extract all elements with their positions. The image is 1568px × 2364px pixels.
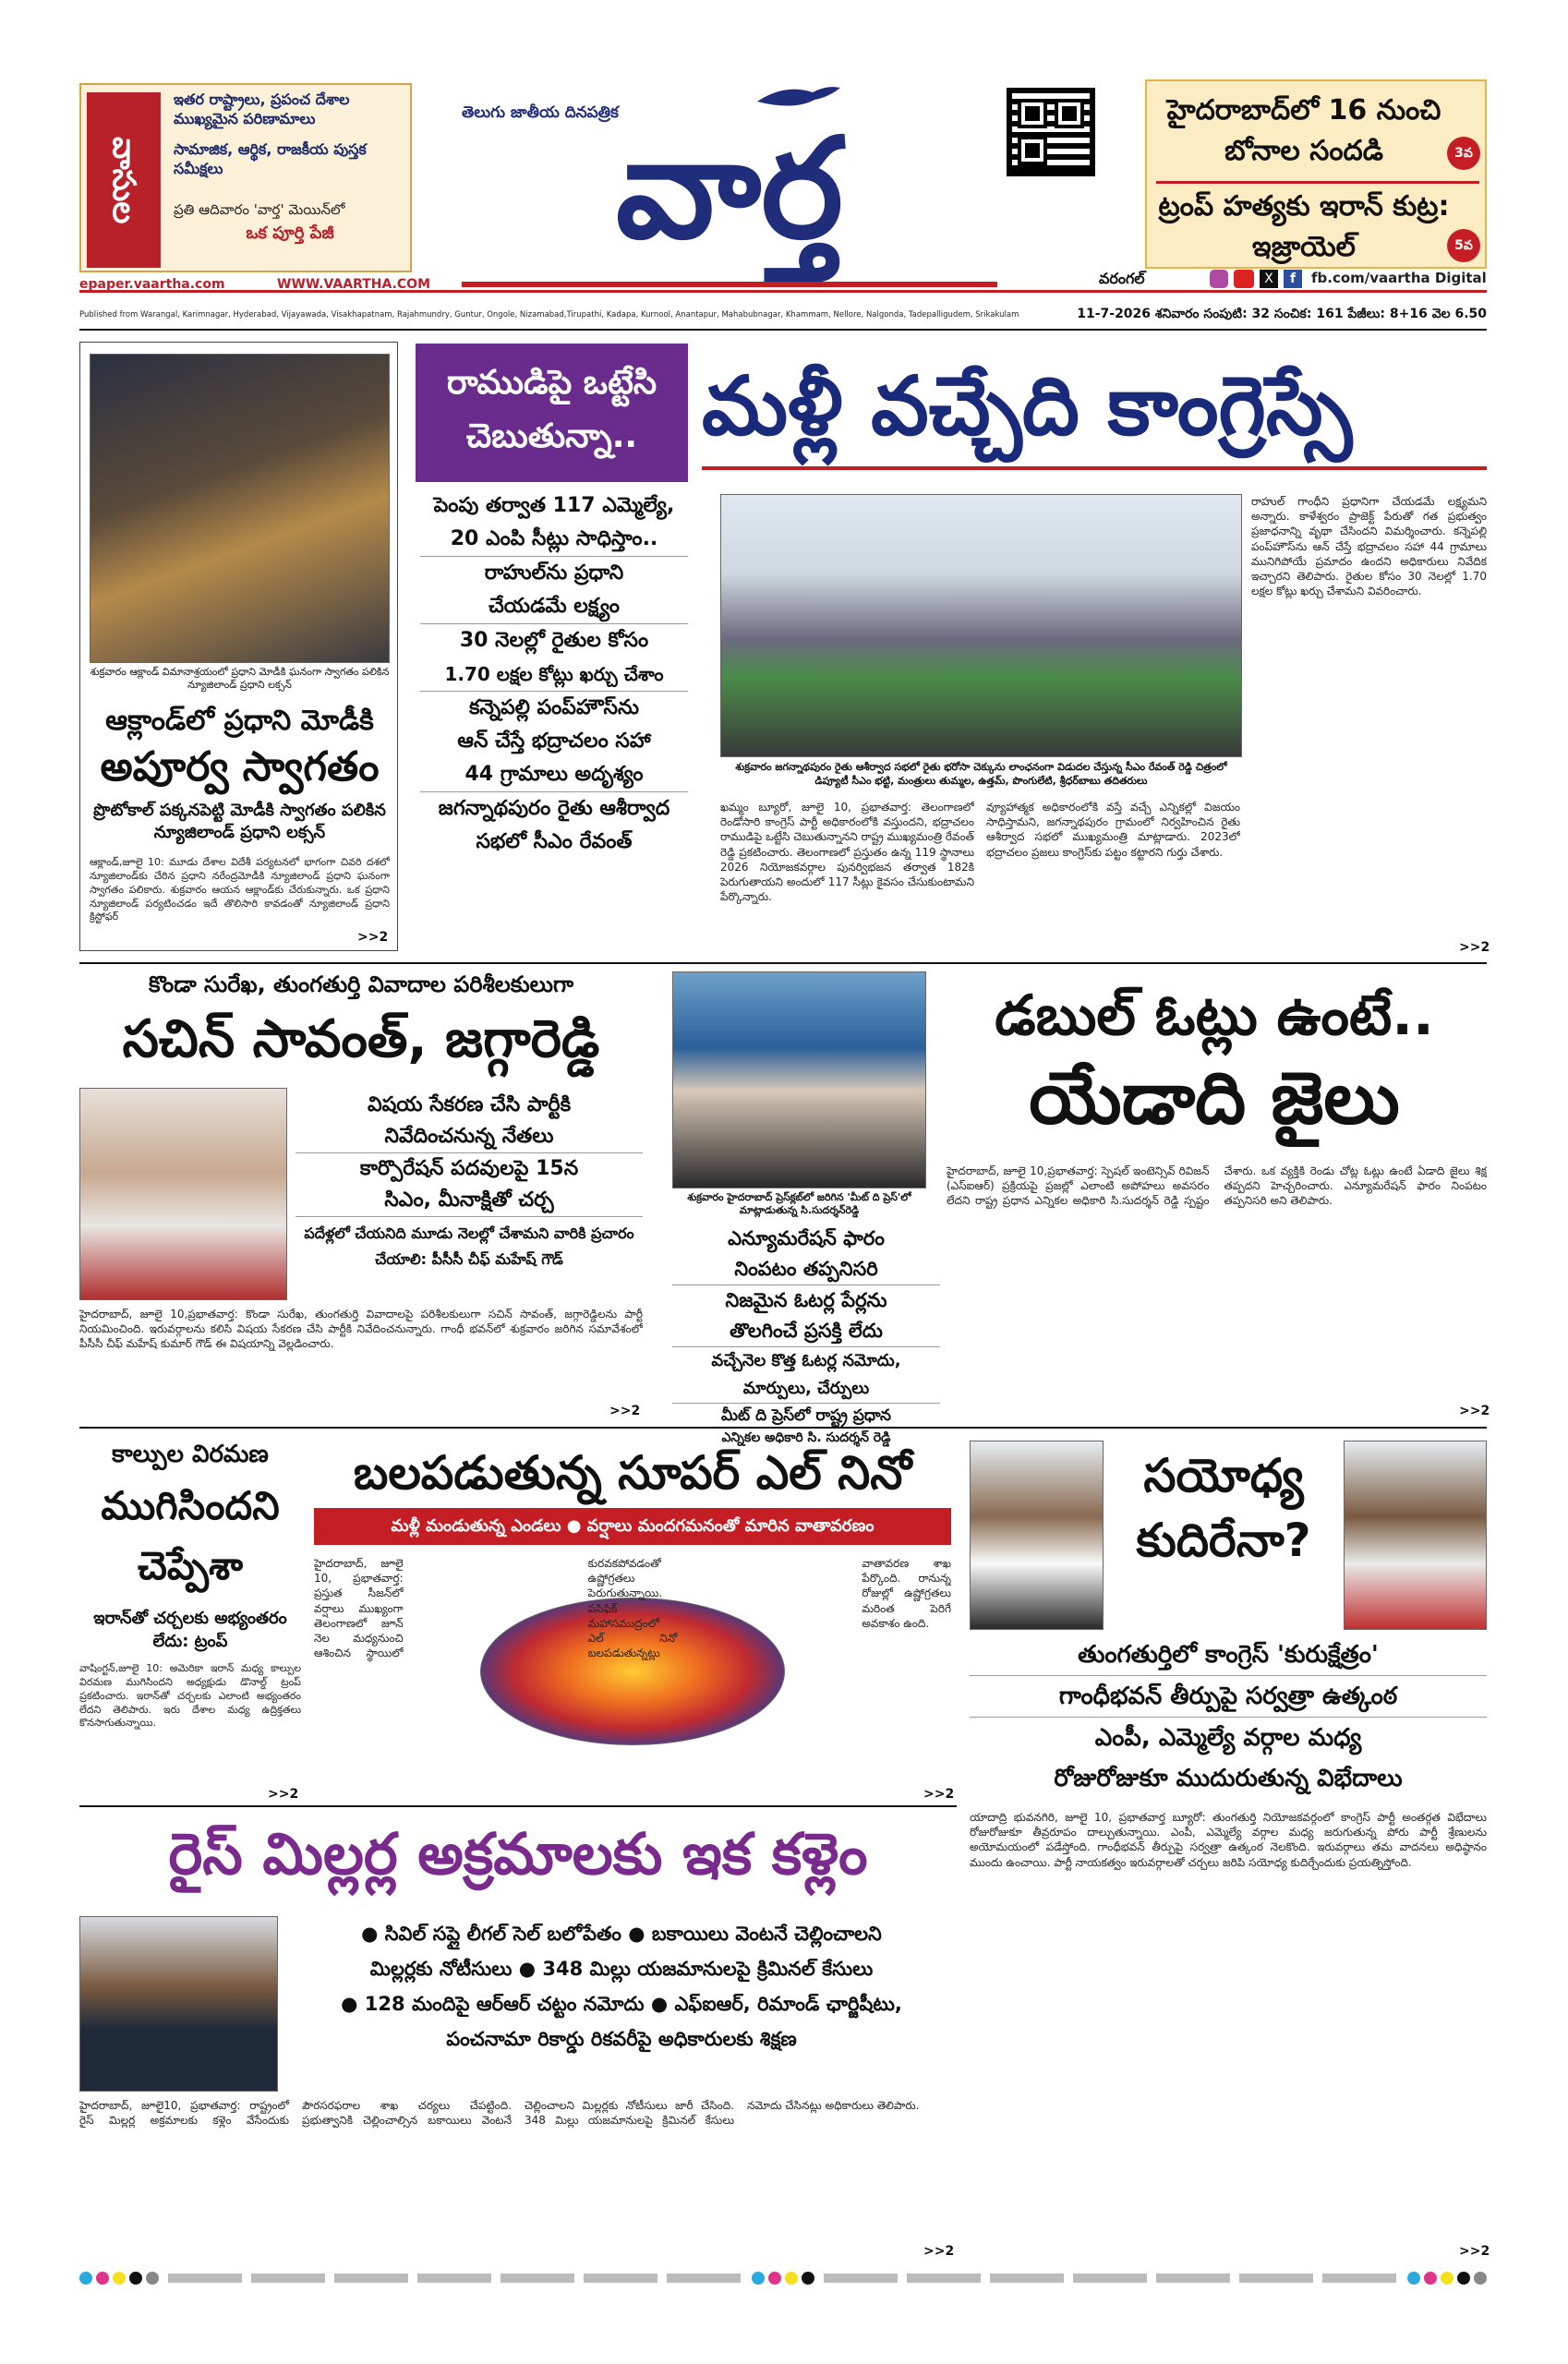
double-votes-headline-1: డబుల్ ఓట్లు ఉంటే.. — [995, 983, 1434, 1048]
website-link[interactable]: WWW.VAARTHA.COM — [277, 277, 430, 292]
sayodhya-body: యాదాద్రి భువనగిరి, జూలై 10, ప్రభాతవార్త బ్యూరో: తుంగతుర్తి నియోజకవర్గంలో కాంగ్రెస్ పార్టీ అంతర్గత విభేదాలు రోజురోజుకూ తీవ్రరూపం దాల్చుతున్నాయి. ఎంపీ, ఎమ్మెల్యే వర్గాల మధ్య జరుగుతున్న పోరు పార్టీ శ్రేణులను అయోమయంలో పడేస్తోంది. గాంధీభవన్ తీర్పుపై సర్వత్రా ఉత్కంఠ నెలకొంది. ఇరువర్గాలు తమ వాదనలు అధిష్ఠానం ముందు ఉంచాయి. పార్టీ నాయకత్వం ఇరువర్గాలతో చర్చలు జరిపి సయోధ్య కుదిర్చేందుకు ప్రయత్నిస్తోంది. — [970, 1811, 1487, 1869]
promo-line-3: ప్రతి ఆదివారం 'వార్త' మెయిన్‌లో — [174, 201, 345, 218]
observers-kicker: కొండా సురేఖ, తుంగతుర్తి వివాదాల పరిశీలకులుగా — [148, 971, 574, 997]
double-votes-continued[interactable]: >>2 — [1459, 1404, 1490, 1418]
votes-point-1: ఎన్యూమరేషన్ ఫారం — [728, 1227, 885, 1249]
point-2: 20 ఎంపి సీట్లు సాధిస్తాం.. — [420, 523, 688, 557]
x-icon[interactable]: X — [1260, 270, 1278, 288]
instagram-icon[interactable] — [1210, 270, 1228, 288]
left-promo — [79, 83, 412, 272]
point-1: పెంపు తర్వాత 117 ఎమ్మెల్యే, — [433, 494, 675, 517]
cm-rally-photo — [720, 494, 1242, 757]
promo-line-2: సామాజిక, ఆర్థిక, రాజకీయ పుస్తక సమీక్షలు — [174, 140, 367, 177]
ceasefire-continued[interactable]: >>2 — [268, 1787, 299, 1802]
votes-point-8: ఎన్నికల అధికారి సి. సుదర్శన్ రెడ్డి — [721, 1430, 891, 1445]
modi-luxon-photo — [90, 354, 390, 663]
votes-point-7: మీట్ ది ప్రెస్‌లో రాష్ట్ర ప్రధాన — [721, 1406, 891, 1425]
promo-line-1: ఇతర రాష్ట్రాలు, ప్రపంచ దేశాల ముఖ్యమైన పరిణామాలు — [174, 90, 350, 127]
double-votes-body: హైదరాబాద్, జూలై 10,ప్రభాతవార్త: స్పెషల్ ఇంటెన్సివ్ రివిజన్ (ఎస్ఐఆర్) ప్రక్రియపై ప్రజల్లో ఎలాంటి అపోహలు అవసరం లేదని రాష్ట్ర ప్రధాన ఎన్నికల అధికారి సి.సుదర్శన్ రెడ్డి స్పష్టం చేశారు. ఒక వ్యక్తికి రెండు చోట్ల ఓట్లు ఉంటే ఏడాది జైలు శిక్ష తప్పదని హెచ్చరించారు. ఎన్యూమరేషన్ ఫారం నింపటం తప్పనిసరి అని తెలిపారు. — [947, 1164, 1487, 1208]
published-from: Published from Warangal, Karimnagar, Hyderabad, Vijayawada, Visakhapatnam, Rajahmundry, Guntur, Ongole, Nizamabad,Tirupathi, Kadapa, Kurnool, Anantapur, Mahabubnagar, Khammam, Nellore, Nalgonda, Tadepalligudem, Srikakulam — [79, 310, 1019, 320]
teaser-2-page-badge: 5వ — [1447, 229, 1480, 262]
social-icons — [1210, 270, 1302, 288]
observers-sub: పదేళ్లలో చేయనిది మూడు నెలల్లో చేశామని వారికి ప్రచారం చేయాలి: పీసీసీ చీఫ్ మహేష్ గౌడ్ — [304, 1224, 634, 1268]
point-10: జగన్నాథపురం రైతు ఆశీర్వాద — [438, 797, 670, 820]
teaser-box — [1145, 79, 1487, 269]
sudarshan-caption: శుక్రవారం హైదరాబాద్ ప్రెస్‌క్లబ్‌లో జరిగిన 'మీట్ ది ప్రెస్'లో మాట్లాడుతున్న సి.సుదర్శన్‌రెడ్డి — [687, 1191, 911, 1217]
headline-1: ఆక్లాండ్‌లో ప్రధాని మోడీకి — [105, 705, 374, 737]
edition-label: వరంగల్ — [1099, 270, 1145, 287]
point-6: 1.70 లక్షల కోట్లు ఖర్చు చేశాం — [420, 657, 688, 692]
headline-2: అపూర్వ స్వాగతం — [100, 743, 380, 790]
photo-caption: శుక్రవారం ఆక్లాండ్ విమానాశ్రయంలో ప్రధాని మోడీకి ఘనంగా స్వాగతం పలికిన న్యూజిలాండ్ ప్రధాని లక్సన్ — [90, 666, 390, 692]
sayodhya-continued[interactable]: >>2 — [1459, 2244, 1490, 2259]
point-11: సభలో సీఎం రేవంత్ — [476, 830, 633, 853]
tag-box: రాముడిపై ఒట్టేసి చెబుతున్నా.. — [416, 344, 688, 482]
congress-body-1: ఖమ్మం బ్యూరో, జూలై 10, ప్రభాతవార్త: తెలంగాణలో రెండోసారి కాంగ్రెస్ పార్టీ అధికారంలోకి వస్తుందని, భద్రాచలం రాముడిపై ఒట్టేసి చెబుతున్నానని రాష్ట్ర ముఖ్యమంత్రి రేవంత్ రెడ్డి ప్రకటించారు. తెలంగాణలో ప్రస్తుతం ఉన్న 119 స్థానాలు 2026 నియోజకవర్గాల పునర్విభజన తర్వాత 182కి పెరుగుతాయని అందులో 117 సీట్లు కైవసం చేసుకుంటామని పేర్కొన్నారు. — [720, 801, 974, 904]
observers-point-4: సిఎం, మీనాక్షితో చర్చ — [296, 1185, 643, 1217]
ceasefire-sub: ఇరాన్‌తో చర్చలకు అభ్యంతరం లేదు: ట్రంప్ — [93, 1609, 287, 1652]
rice-millers-body: హైదరాబాద్, జూలై10, ప్రభాతవార్త: రాష్ట్రంలో రైస్ మిల్లర్ల అక్రమాలకు కళ్లెం వేసేందుకు పౌరసరఫరాల శాఖ చర్యలు చేపట్టింది. ప్రభుత్వానికి చెల్లించాల్సిన బకాయిలు వెంటనే చెల్లించాలని మిల్లర్లకు నోటీసులు జారీ చేసింది. 348 మిల్లు యజమానులపై క్రిమినల్ కేసులు నమోదు చేసినట్లు అధికారులు తెలిపారు. — [79, 2099, 920, 2128]
story-modi-auckland — [79, 342, 398, 951]
qr-code[interactable] — [1007, 88, 1095, 176]
point-8: ఆన్ చేస్తే భద్రాచలం సహా — [457, 730, 651, 753]
point-3: రాహుల్‌ను ప్రధాని — [484, 561, 624, 585]
rice-point-1: ● సివిల్ సప్లై లీగల్ సెల్ బలోపేతం ● బకాయిలు వెంటనే చెల్లించాలని — [361, 1923, 882, 1945]
leader-left-photo — [970, 1441, 1104, 1630]
sayodhya-point-4: రోజురోజుకూ ముదురుతున్న విభేదాలు — [1054, 1765, 1403, 1792]
sayodhya-point-1: తుంగతుర్తిలో కాంగ్రెస్ 'కురుక్షేత్రం' — [970, 1634, 1487, 1676]
ceasefire-headline-1: ముగిసిందని — [101, 1483, 280, 1528]
leader-right-photo — [1344, 1441, 1487, 1630]
continued-marker[interactable]: >>2 — [357, 930, 389, 945]
observers-continued[interactable]: >>2 — [609, 1404, 641, 1418]
congress-body-2: వ్యూహాత్మక అధికారంలోకి వస్తే వచ్చే ఎన్నికల్లో విజయం సాధిస్తామని, జగన్నాథపురం గ్రామంలో నిర్వహించిన రైతు ఆశీర్వాద సభలో ముఖ్యమంత్రి మాట్లాడారు. 2023లో భద్రాచలం ప్రజలు కాంగ్రెస్‌కు పట్టం కట్టారని గుర్తు చేశారు. — [986, 801, 1240, 859]
teaser-1[interactable]: హైదరాబాద్‌లో 16 నుంచి బోనాల సందడి — [1166, 94, 1441, 167]
congress-continued[interactable]: >>2 — [1459, 940, 1490, 955]
point-9: 44 గ్రామాలు అదృశ్యం — [420, 758, 688, 792]
promo-vertical-title: వాసుల — [87, 92, 161, 268]
sayodhya-headline-2: కుదిరేనా? — [1136, 1514, 1311, 1567]
observers-point-1: విషయ సేకరణ చేసి పార్టీకి — [367, 1093, 572, 1116]
sayodhya-point-2: గాంధీభవన్ తీర్పుపై సర్వత్రా ఉత్కంఠ — [970, 1676, 1487, 1718]
dove-icon — [757, 83, 840, 111]
point-7: కన్నెపల్లి పంప్‌హౌస్‌ను — [468, 696, 640, 719]
officer-photo — [79, 1916, 278, 2092]
facebook-link[interactable]: fb.com/vaartha Digital — [1311, 270, 1487, 286]
body-text: ఆక్లాండ్,జూలై 10: మూడు దేశాల విదేశీ పర్యటనలో భాగంగా చివరి దశలో న్యూజిలాండ్‌కు చేరిన ప్రధాని నరేంద్రమోడీకి న్యూజిలాండ్ ప్రధాని ఘనంగా స్వాగతం పలికారు. శుక్రవారం ఆయన ఆక్లాండ్‌‌కు చేరుకున్నారు. ఒక ప్రధాని న్యూజిలాండ్ పర్యటించడం ఇదే తొలిసారి కావడంతో న్యూజిలాండ్ ప్రధాని క్రిస్టోఫర్ — [90, 856, 390, 923]
highlight-points — [420, 489, 688, 951]
rice-point-3: ● 128 మందిపై ఆర్ఆర్ చట్టం నమోదు ● ఎఫ్ఐఆర్, రిమాండ్ ఛార్జిషీటు, — [341, 1993, 902, 2015]
teaser-2[interactable]: ట్రంప్ హత్యకు ఇరాన్ కుట్ర: ఇజ్రాయెల్ — [1158, 190, 1450, 263]
elnino-strap: మళ్లీ మండుతున్న ఎండలు ● వర్షాలు మందగమనంతో మారిన వాతావరణం — [314, 1508, 951, 1545]
subheadline: ప్రొటోకాల్ పక్కనపెట్టి మోడీకి స్వాగతం పలికిన న్యూజిలాండ్ ప్రధాని లక్సన్ — [93, 801, 386, 843]
tagline: తెలుగు జాతీయ దినపత్రిక — [462, 103, 619, 122]
rice-point-2: మిల్లర్లకు నోటీసులు ● 348 మిల్లు యజమానులపై క్రిమినల్ కేసులు — [369, 1958, 874, 1980]
ceasefire-body: వాషింగ్టన్,జూలై 10: అమెరికా ఇరాన్ మధ్య కాల్పుల విరమణ ముగిసిందని అధ్యక్షుడు డొనాల్డ్ ట్రంప్ ప్రకటించారు. ఇరాన్‌తో చర్చలకు ఎలాంటి అభ్యంతరం లేదని తెలిపారు. ఇరు దేశాల మధ్య ఉద్రిక్తతలు కొనసాగుతున్నాయి. — [79, 1662, 301, 1730]
elnino-headline: బలపడుతున్న సూపర్ ఎల్ నినో — [353, 1446, 912, 1500]
observers-point-2: నివేదించనున్న నేతలు — [296, 1121, 643, 1153]
youtube-icon[interactable] — [1234, 270, 1254, 288]
rice-point-4: పంచనామా రికార్డు రికవరీపై అధికారులకు శిక్షణ — [446, 2028, 797, 2050]
observers-body: హైదరాబాద్, జూలై 10,ప్రభాతవార్త: కొండా సురేఖ, తుంగతుర్తి వివాదాలపై పరిశీలకులుగా సచిన్ సావంత్, జగ్గారెడ్డిలను పార్టీ నియమించింది. ఇరువర్గాలను కలిసి విషయ సేకరణ చేసి పార్టీకి నివేదించనున్నారు. గాంధీ భవన్‌లో శుక్రవారం జరిగిన సమావేశంలో పీసీసీ చీఫ్ మహేష్ కుమార్ గౌడ్ ఈ విషయాన్ని వెల్లడించారు. — [79, 1308, 643, 1351]
logo-underline-red — [462, 282, 997, 287]
rally-caption: శుక్రవారం జగన్నాథపురం రైతు ఆశీర్వాద సభలో రైతు భరోసా చెక్కును లాంఛనంగా విడుదల చేస్తున్న సీఎం రేవంత్ రెడ్డి చిత్రంలో డిప్యూటీ సీఎం భట్టి, మంత్రులు తుమ్మల, ఉత్తమ్, పొంగులేటి, శ్రీధర్‌బాబు తదితరులు — [735, 761, 1227, 787]
sudarshan-reddy-photo — [672, 971, 926, 1188]
facebook-icon[interactable]: f — [1284, 270, 1302, 288]
votes-point-3: నిజమైన ఓటర్ల పేర్లను — [725, 1289, 887, 1311]
elnino-body: హైదరాబాద్, జూలై 10, ప్రభాతవార్త: ప్రస్తుత సీజన్‌లో వర్షాలు ముఖ్యంగా తెలంగాణలో జూన్ నెల మధ్యనుంచి ఆశించిన స్థాయిలో కురవకపోవడంతో ఉష్ణోగ్రతలు పెరుగుతున్నాయి. పసిఫిక్ మహాసముద్రంలో ఎల్ నినో బలపడుతున్నట్లు వాతావరణ శాఖ పేర్కొంది. రానున్న రోజుల్లో ఉష్ణోగ్రతలు మరింత పెరిగే అవకాశం ఉంది. — [314, 1557, 951, 1660]
lead-headline: మళ్లీ వచ్చేది కాంగ్రెస్సే — [702, 358, 1353, 453]
masthead-logo: వార్త — [615, 109, 844, 270]
sayodhya-headline-1: సయోధ్య — [1143, 1449, 1304, 1502]
point-5: 30 నెలల్లో రైతుల కోసం — [459, 629, 649, 652]
jaggareddy-photo — [79, 1088, 287, 1300]
ceasefire-headline-2: చెప్పేశా — [137, 1543, 244, 1588]
color-registration-bar — [79, 2270, 1487, 2286]
dateline: 11-7-2026 శనివారం సంపుటి: 32 సంచిక: 161 పేజీలు: 8+16 వెల 6.50 — [1077, 307, 1487, 321]
elnino-continued[interactable]: >>2 — [923, 1787, 955, 1802]
double-votes-headline-2: యేడాది జైలు — [1029, 1057, 1400, 1140]
point-4: చేయడమే లక్ష్యం — [420, 590, 688, 624]
votes-point-4: తొలగించే ప్రసక్తి లేదు — [672, 1316, 940, 1347]
observers-point-3: కార్పొరేషన్ పదవులపై 15న — [359, 1157, 579, 1180]
teaser-1-page-badge: 3వ — [1447, 137, 1480, 170]
observers-headline: సచిన్ సావంత్, జగ్గారెడ్డి — [122, 1009, 600, 1069]
sayodhya-point-3: ఎంపీ, ఎమ్మెల్యే వర్గాల మధ్య — [1094, 1724, 1362, 1752]
votes-point-5: వచ్చేనెల కొత్త ఓటర్ల నమోదు, — [711, 1351, 901, 1370]
ceasefire-kicker: కాల్పుల విరమణ — [112, 1441, 269, 1468]
rice-millers-continued[interactable]: >>2 — [923, 2244, 955, 2259]
votes-point-6: మార్పులు, చేర్పులు — [672, 1375, 940, 1404]
promo-line-4: ఒక పూర్తి పేజీ — [246, 223, 334, 243]
rice-millers-headline: రైస్ మిల్లర్ల అక్రమాలకు ఇక కళ్లెం — [168, 1820, 868, 1888]
votes-point-2: నింపటం తప్పనిసరి — [672, 1254, 940, 1285]
congress-body-3: రాహుల్ గాంధీని ప్రధానిగా చేయడమే లక్ష్యమని అన్నారు. కాళేశ్వరం ప్రాజెక్ట్ పేరుతో గత ప్రభుత్వం ప్రజాధనాన్ని వృథా చేసిందని విమర్శించారు. కన్నెపల్లి పంప్‌హౌస్‌ను ఆన్ చేస్తే భద్రాచలం సహా 44 గ్రామాలు మునిగిపోయే ప్రమాదం ఉందని అధికారులు నివేదిక ఇచ్చారని తెలిపారు. రైతుల కోసం 30 నెలల్లో 1.70 లక్షల కోట్లు ఖర్చు చేశామని వివరించారు. — [1251, 495, 1487, 598]
epaper-link[interactable]: epaper.vaartha.com — [79, 277, 225, 292]
